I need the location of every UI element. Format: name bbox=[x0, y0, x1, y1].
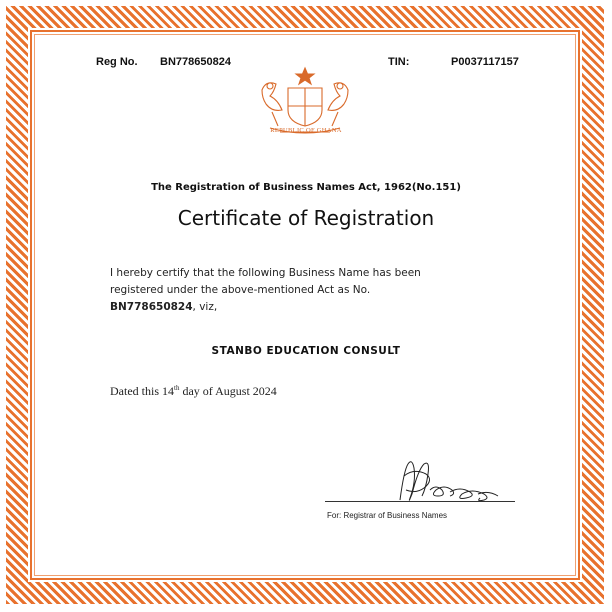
certify-line-3 bbox=[110, 299, 530, 316]
signature-line bbox=[325, 501, 515, 502]
certify-number: BN778650824 bbox=[110, 301, 193, 313]
tin-number: P0037117157 bbox=[451, 56, 519, 68]
signature-icon bbox=[380, 456, 510, 506]
business-name: STANBO EDUCATION CONSULT bbox=[211, 345, 401, 357]
reg-number: BN778650824 bbox=[160, 56, 231, 68]
dated-sup: th bbox=[174, 384, 180, 392]
certificate-title: Certificate of Registration bbox=[177, 206, 435, 230]
act-reference: The Registration of Business Names Act, 1962(No.151) bbox=[151, 182, 461, 193]
tin-label: TIN: bbox=[388, 56, 410, 68]
certify-suffix: , viz, bbox=[192, 301, 218, 313]
dated-prefix: Dated this 14 bbox=[110, 384, 174, 398]
certify-line-1: I hereby certify that the following Business Name has been bbox=[110, 267, 421, 279]
certification-text bbox=[110, 265, 530, 316]
reg-label: Reg No. bbox=[96, 56, 138, 68]
dated-suffix: day of August 2024 bbox=[179, 384, 277, 398]
date-line bbox=[110, 384, 277, 399]
registrar-label: For: Registrar of Business Names bbox=[327, 511, 448, 520]
certify-line-2: registered under the above-mentioned Act as No. bbox=[110, 284, 371, 296]
emblem-caption: REPUBLIC OF GHANA bbox=[270, 127, 342, 134]
